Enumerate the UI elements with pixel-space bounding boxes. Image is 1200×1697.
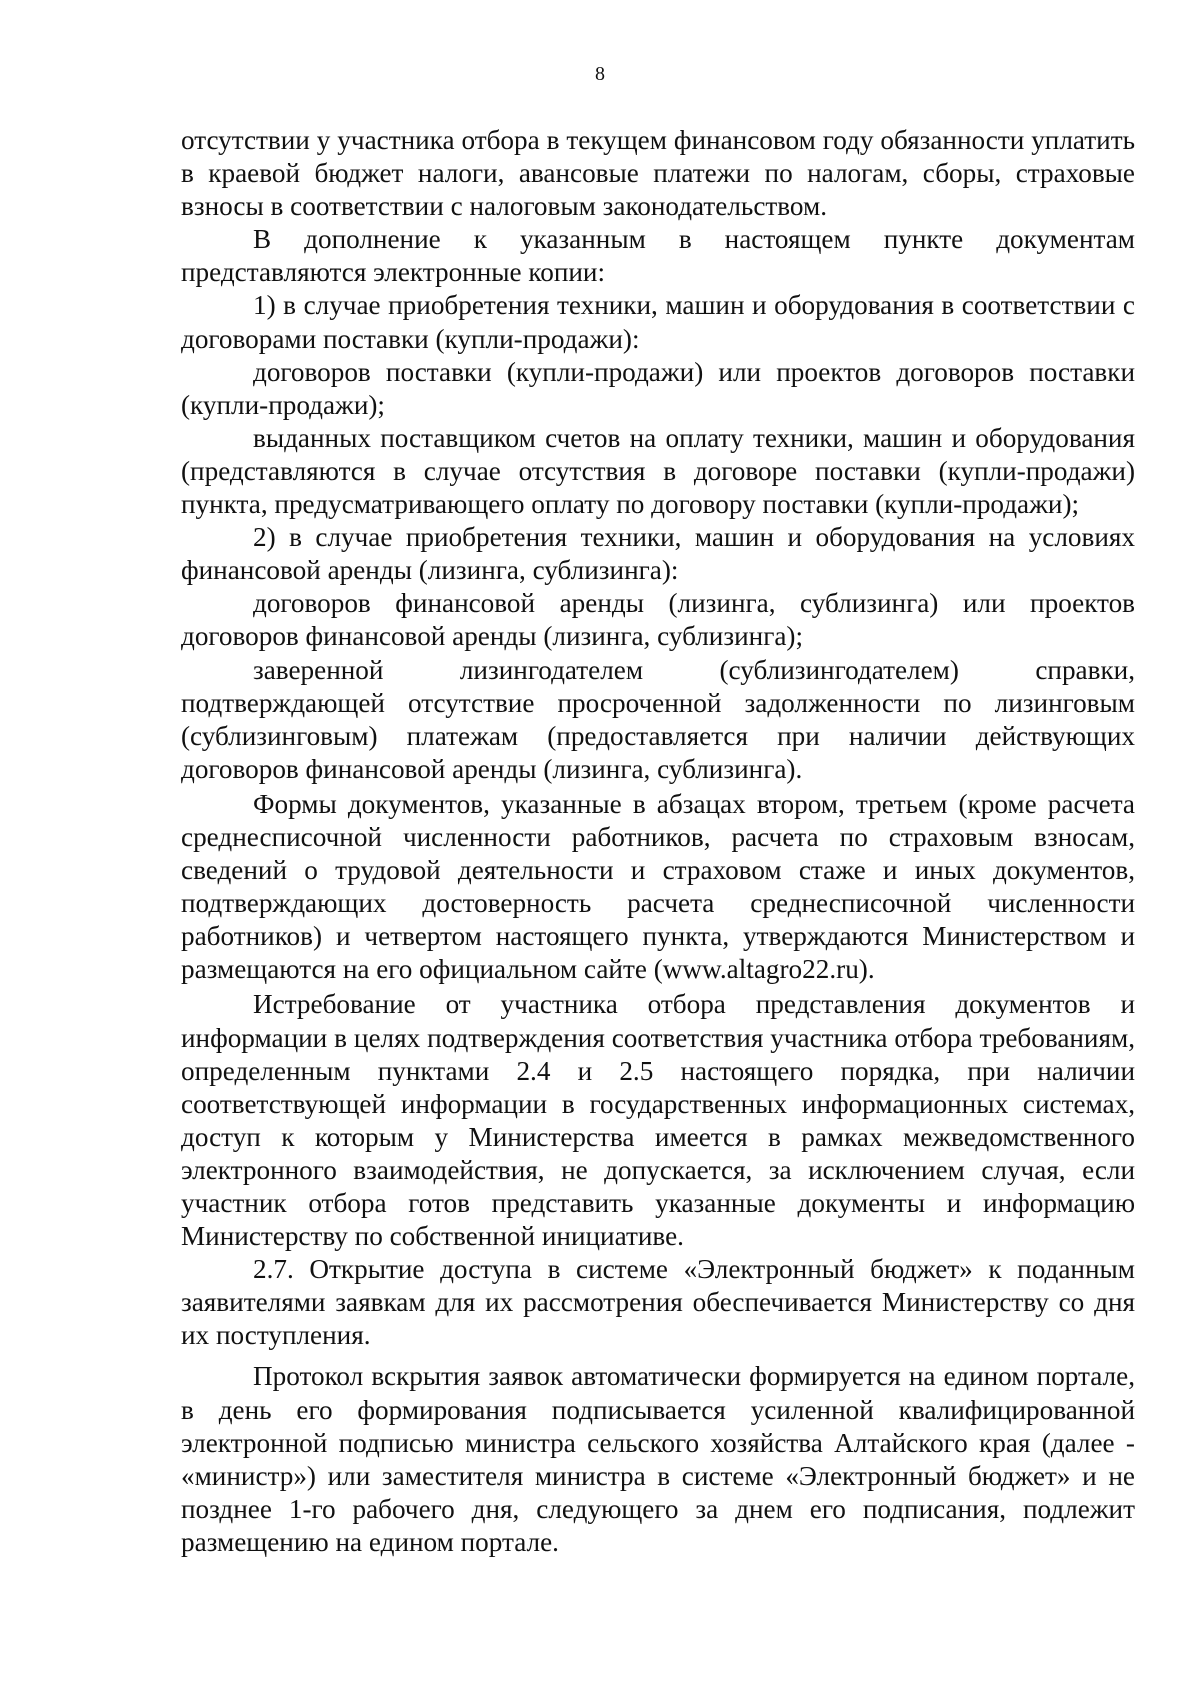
paragraph-section-2-7: 2.7. Открытие доступа в системе «Электронный бюджет» к поданным заявителями заявкам для их рассмотрения обеспечивается Министерству со дня их поступления. — [181, 1254, 1135, 1351]
page-number: 8 — [595, 63, 605, 85]
paragraph-supply-contracts: договоров поставки (купли-продажи) или проектов договоров поставки (купли-продажи); — [181, 356, 1135, 420]
paragraph-item-2: 2) в случае приобретения техники, машин и оборудования на условиях финансовой аренды (лизинга, сублизинга): — [181, 522, 1135, 586]
paragraph-additional-documents: В дополнение к указанным в настоящем пункте документам представляются электронные копии: — [181, 224, 1135, 288]
paragraph-leasing-contracts: договоров финансовой аренды (лизинга, сублизинга) или проектов договоров финансовой аренды (лизинга, сублизинга); — [181, 588, 1135, 652]
paragraph-document-request: Истребование от участника отбора представления документов и информации в целях подтверждения соответствия участника отбора требованиям, определенным пунктами 2.4 и 2.5 настоящего порядка, при наличии соответствующей информации в государственных информационных системах, доступ к которым у Министерства имеется в рамках межведомственного электронного взаимодействия, не допускается, за исключением случая, если участник отбора готов представить указанные документы и информацию Министерству по собственной инициативе. — [181, 989, 1135, 1252]
document-body — [181, 124, 1135, 1559]
paragraph-document-forms: Формы документов, указанные в абзацах втором, третьем (кроме расчета среднесписочной численности работников, расчета по страховым взносам, сведений о трудовой деятельности и страховом стаже и иных документов, подтверждающих достоверность расчета среднесписочной численности работников) и четвертом настоящего пункта, утверждаются Министерством и размещаются на его официальном сайте (www.altagro22.ru). — [181, 788, 1135, 985]
paragraph-supplier-invoices: выданных поставщиком счетов на оплату техники, машин и оборудования (представляются в случае отсутствия в договоре поставки (купли-продажи) пункта, предусматривающего оплату по договору поставки (купли-продажи); — [181, 422, 1135, 520]
paragraph-continuation: отсутствии у участника отбора в текущем финансовом году обязанности уплатить в краевой бюджет налоги, авансовые платежи по налогам, сборы, страховые взносы в соответствии с налоговым законодательством. — [181, 125, 1135, 222]
paragraph-lessor-certificate: заверенной лизингодателем (сублизингодателем) справки, подтверждающей отсутствие просроченной задолженности по лизинговым (сублизинговым) платежам (предоставляется при наличии действующих договоров финансовой аренды (лизинга, сублизинга). — [181, 654, 1135, 784]
paragraph-item-1: 1) в случае приобретения техники, машин и оборудования в соответствии с договорами поставки (купли-продажи): — [181, 290, 1135, 354]
paragraph-opening-protocol: Протокол вскрытия заявок автоматически формируется на едином портале, в день его формирования подписывается усиленной квалифицированной электронной подписью министра сельского хозяйства Алтайского края (далее - «министр») или заместителя министра в системе «Электронный бюджет» и не позднее 1-го рабочего дня, следующего за днем его подписания, подлежит размещению на едином портале. — [181, 1361, 1135, 1557]
